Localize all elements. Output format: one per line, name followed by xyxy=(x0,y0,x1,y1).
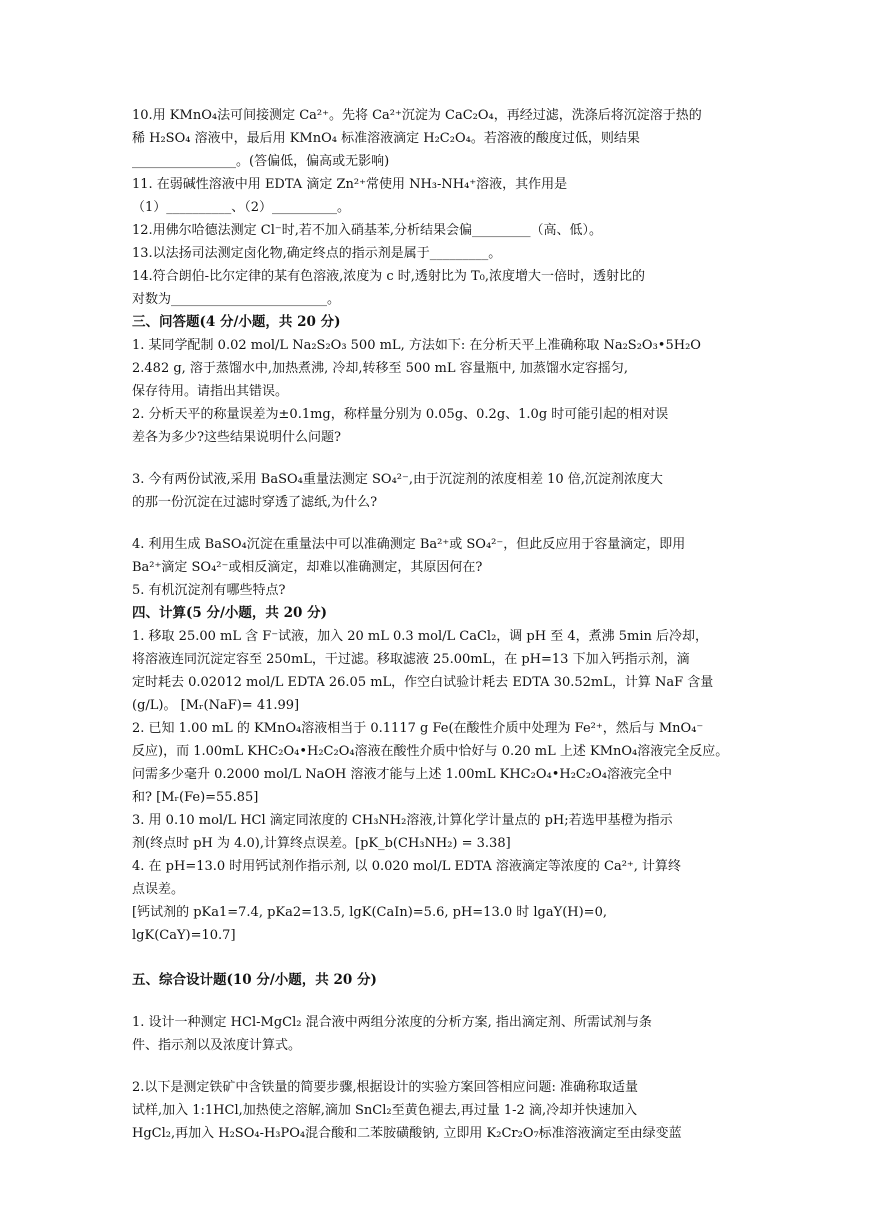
text-line: 1. 某同学配制 0.02 mol/L Na₂S₂O₃ 500 mL, 方法如下: 在分析天平上准确称取 Na₂S₂O₃•5H₂O xyxy=(132,338,701,353)
question-3-5 xyxy=(132,579,742,602)
question-5-1 xyxy=(132,1011,742,1057)
question-3-1 xyxy=(132,334,742,403)
question-3-2 xyxy=(132,403,742,449)
spacer xyxy=(132,992,742,1011)
question-4-2 xyxy=(132,717,742,809)
text-line: 3. 今有两份试液,采用 BaSO₄重量法测定 SO₄²⁻,由于沉淀剂的浓度相差 10 倍,沉淀剂浓度大 xyxy=(132,472,663,487)
text-line: [钙试剂的 pKa1=7.4, pKa2=13.5, lgK(CaIn)=5.6, pH=13.0 时 lgaY(H)=0, xyxy=(132,905,607,920)
question-4-4 xyxy=(132,855,742,947)
text-line: 差各为多少?这些结果说明什么问题? xyxy=(132,430,341,445)
question-3-4 xyxy=(132,533,742,579)
text-line: 件、指示剂以及浓度计算式。 xyxy=(132,1038,302,1053)
spacer xyxy=(132,947,742,969)
text-line: 1. 设计一种测定 HCl-MgCl₂ 混合液中两组分浓度的分析方案, 指出滴定剂、所需试剂与条 xyxy=(132,1015,652,1030)
text-line: 和? [Mᵣ(Fe)=55.85] xyxy=(132,790,259,805)
text-line: 13.以法扬司法测定卤化物,确定终点的指示剂是属于_________。 xyxy=(132,246,502,261)
spacer xyxy=(132,514,742,533)
text-line: 3. 用 0.10 mol/L HCl 滴定同浓度的 CH₃NH₂溶液,计算化学计量点的 pH;若选甲基橙为指示 xyxy=(132,813,673,828)
text-line: 试样,加入 1:1HCl,加热使之溶解,滴加 SnCl₂至黄色褪去,再过量 1-2 滴,冷却并快速加入 xyxy=(132,1103,638,1118)
spacer xyxy=(132,449,742,468)
text-line: 2. 分析天平的称量误差为±0.1mg，称样量分别为 0.05g、0.2g、1.0g 时可能引起的相对误 xyxy=(132,407,669,422)
text-line: HgCl₂,再加入 H₂SO₄-H₃PO₄混合酸和二苯胺磺酸钠, 立即用 K₂Cr₂O₇标准溶液滴定至由绿变蓝 xyxy=(132,1126,682,1141)
text-line: 4. 利用生成 BaSO₄沉淀在重量法中可以准确测定 Ba²⁺或 SO₄²⁻，但此反应用于容量滴定，即用 xyxy=(132,537,686,552)
text-line: （1）__________、（2）__________。 xyxy=(132,200,351,215)
text-line: 反应)，而 1.00mL KHC₂O₄•H₂C₂O₄溶液在酸性介质中恰好与 0.20 mL 上述 KMnO₄溶液完全反应。 xyxy=(132,744,729,759)
text-line: 定时耗去 0.02012 mol/L EDTA 26.05 mL，作空白试验计耗去 EDTA 30.52mL，计算 NaF 含量 xyxy=(132,675,714,690)
text-line: 稀 H₂SO₄ 溶液中，最后用 KMnO₄ 标准溶液滴定 H₂C₂O₄。若溶液的酸度过低，则结果 xyxy=(132,131,640,146)
fill-question-11 xyxy=(132,173,742,219)
fill-question-10 xyxy=(132,104,742,173)
text-line: Ba²⁺滴定 SO₄²⁻或相反滴定，却难以准确测定，其原因何在? xyxy=(132,560,483,575)
fill-question-14 xyxy=(132,265,742,311)
text-line: 将溶液连同沉淀定容至 250mL，干过滤。移取滤液 25.00mL，在 pH=13 下加入钙指示剂，滴 xyxy=(132,652,690,667)
section-heading-5: 五、综合设计题(10 分/小题，共 20 分) xyxy=(132,972,377,988)
text-line: 保存待用。请指出其错误。 xyxy=(132,384,289,399)
text-line: (g/L)。 [Mᵣ(NaF)= 41.99] xyxy=(132,698,300,713)
text-line: 剂(终点时 pH 为 4.0),计算终点误差。[pK_b(CH₃NH₂) = 3.38] xyxy=(132,836,511,851)
text-line: 的那一份沉淀在过滤时穿透了滤纸,为什么? xyxy=(132,495,378,510)
text-line: 4. 在 pH=13.0 时用钙试剂作指示剂, 以 0.020 mol/L EDTA 溶液滴定等浓度的 Ca²⁺, 计算终 xyxy=(132,859,682,874)
text-line: 10.用 KMnO₄法可间接测定 Ca²⁺。先将 Ca²⁺沉淀为 CaC₂O₄，再经过滤，洗涤后将沉淀溶于热的 xyxy=(132,108,702,123)
spacer xyxy=(132,1057,742,1076)
text-line: ________________。(答偏低，偏高或无影响) xyxy=(132,154,390,169)
section-heading-3: 三、问答题(4 分/小题，共 20 分) xyxy=(132,314,341,330)
text-line: 14.符合朗伯-比尔定律的某有色溶液,浓度为 c 时,透射比为 T₀,浓度增大一倍时，透射比的 xyxy=(132,269,646,284)
text-line: 点误差。 xyxy=(132,882,185,897)
text-line: 12.用佛尔哈德法测定 Cl⁻时,若不加入硝基苯,分析结果会偏_________（高、低）。 xyxy=(132,223,603,238)
question-4-3 xyxy=(132,809,742,855)
text-line: 1. 移取 25.00 mL 含 F⁻试液，加入 20 mL 0.3 mol/L CaCl₂，调 pH 至 4，煮沸 5min 后冷却， xyxy=(132,629,709,644)
section-heading-4: 四、计算(5 分/小题，共 20 分) xyxy=(132,605,327,621)
question-4-1 xyxy=(132,625,742,717)
text-line: 5. 有机沉淀剂有哪些特点? xyxy=(132,583,286,598)
text-line: 2. 已知 1.00 mL 的 KMnO₄溶液相当于 0.1117 g Fe(在酸性介质中处理为 Fe²⁺，然后与 MnO₄⁻ xyxy=(132,721,704,736)
fill-question-12 xyxy=(132,219,742,242)
question-3-3 xyxy=(132,468,742,514)
question-5-2 xyxy=(132,1076,742,1145)
text-line: 2.以下是测定铁矿中含铁量的简要步骤,根据设计的实验方案回答相应问题: 准确称取适量 xyxy=(132,1080,639,1095)
text-line: 11. 在弱碱性溶液中用 EDTA 滴定 Zn²⁺常使用 NH₃-NH₄⁺溶液，其作用是 xyxy=(132,177,568,192)
fill-question-13 xyxy=(132,242,742,265)
text-line: 对数为________________________。 xyxy=(132,292,341,307)
text-line: 问需多少毫升 0.2000 mol/L NaOH 溶液才能与上述 1.00mL KHC₂O₄•H₂C₂O₄溶液完全中 xyxy=(132,767,672,782)
document-body xyxy=(132,104,742,1145)
text-line: lgK(CaY)=10.7] xyxy=(132,928,236,943)
text-line: 2.482 g, 溶于蒸馏水中,加热煮沸, 冷却,转移至 500 mL 容量瓶中, 加蒸馏水定容摇匀, xyxy=(132,361,629,376)
